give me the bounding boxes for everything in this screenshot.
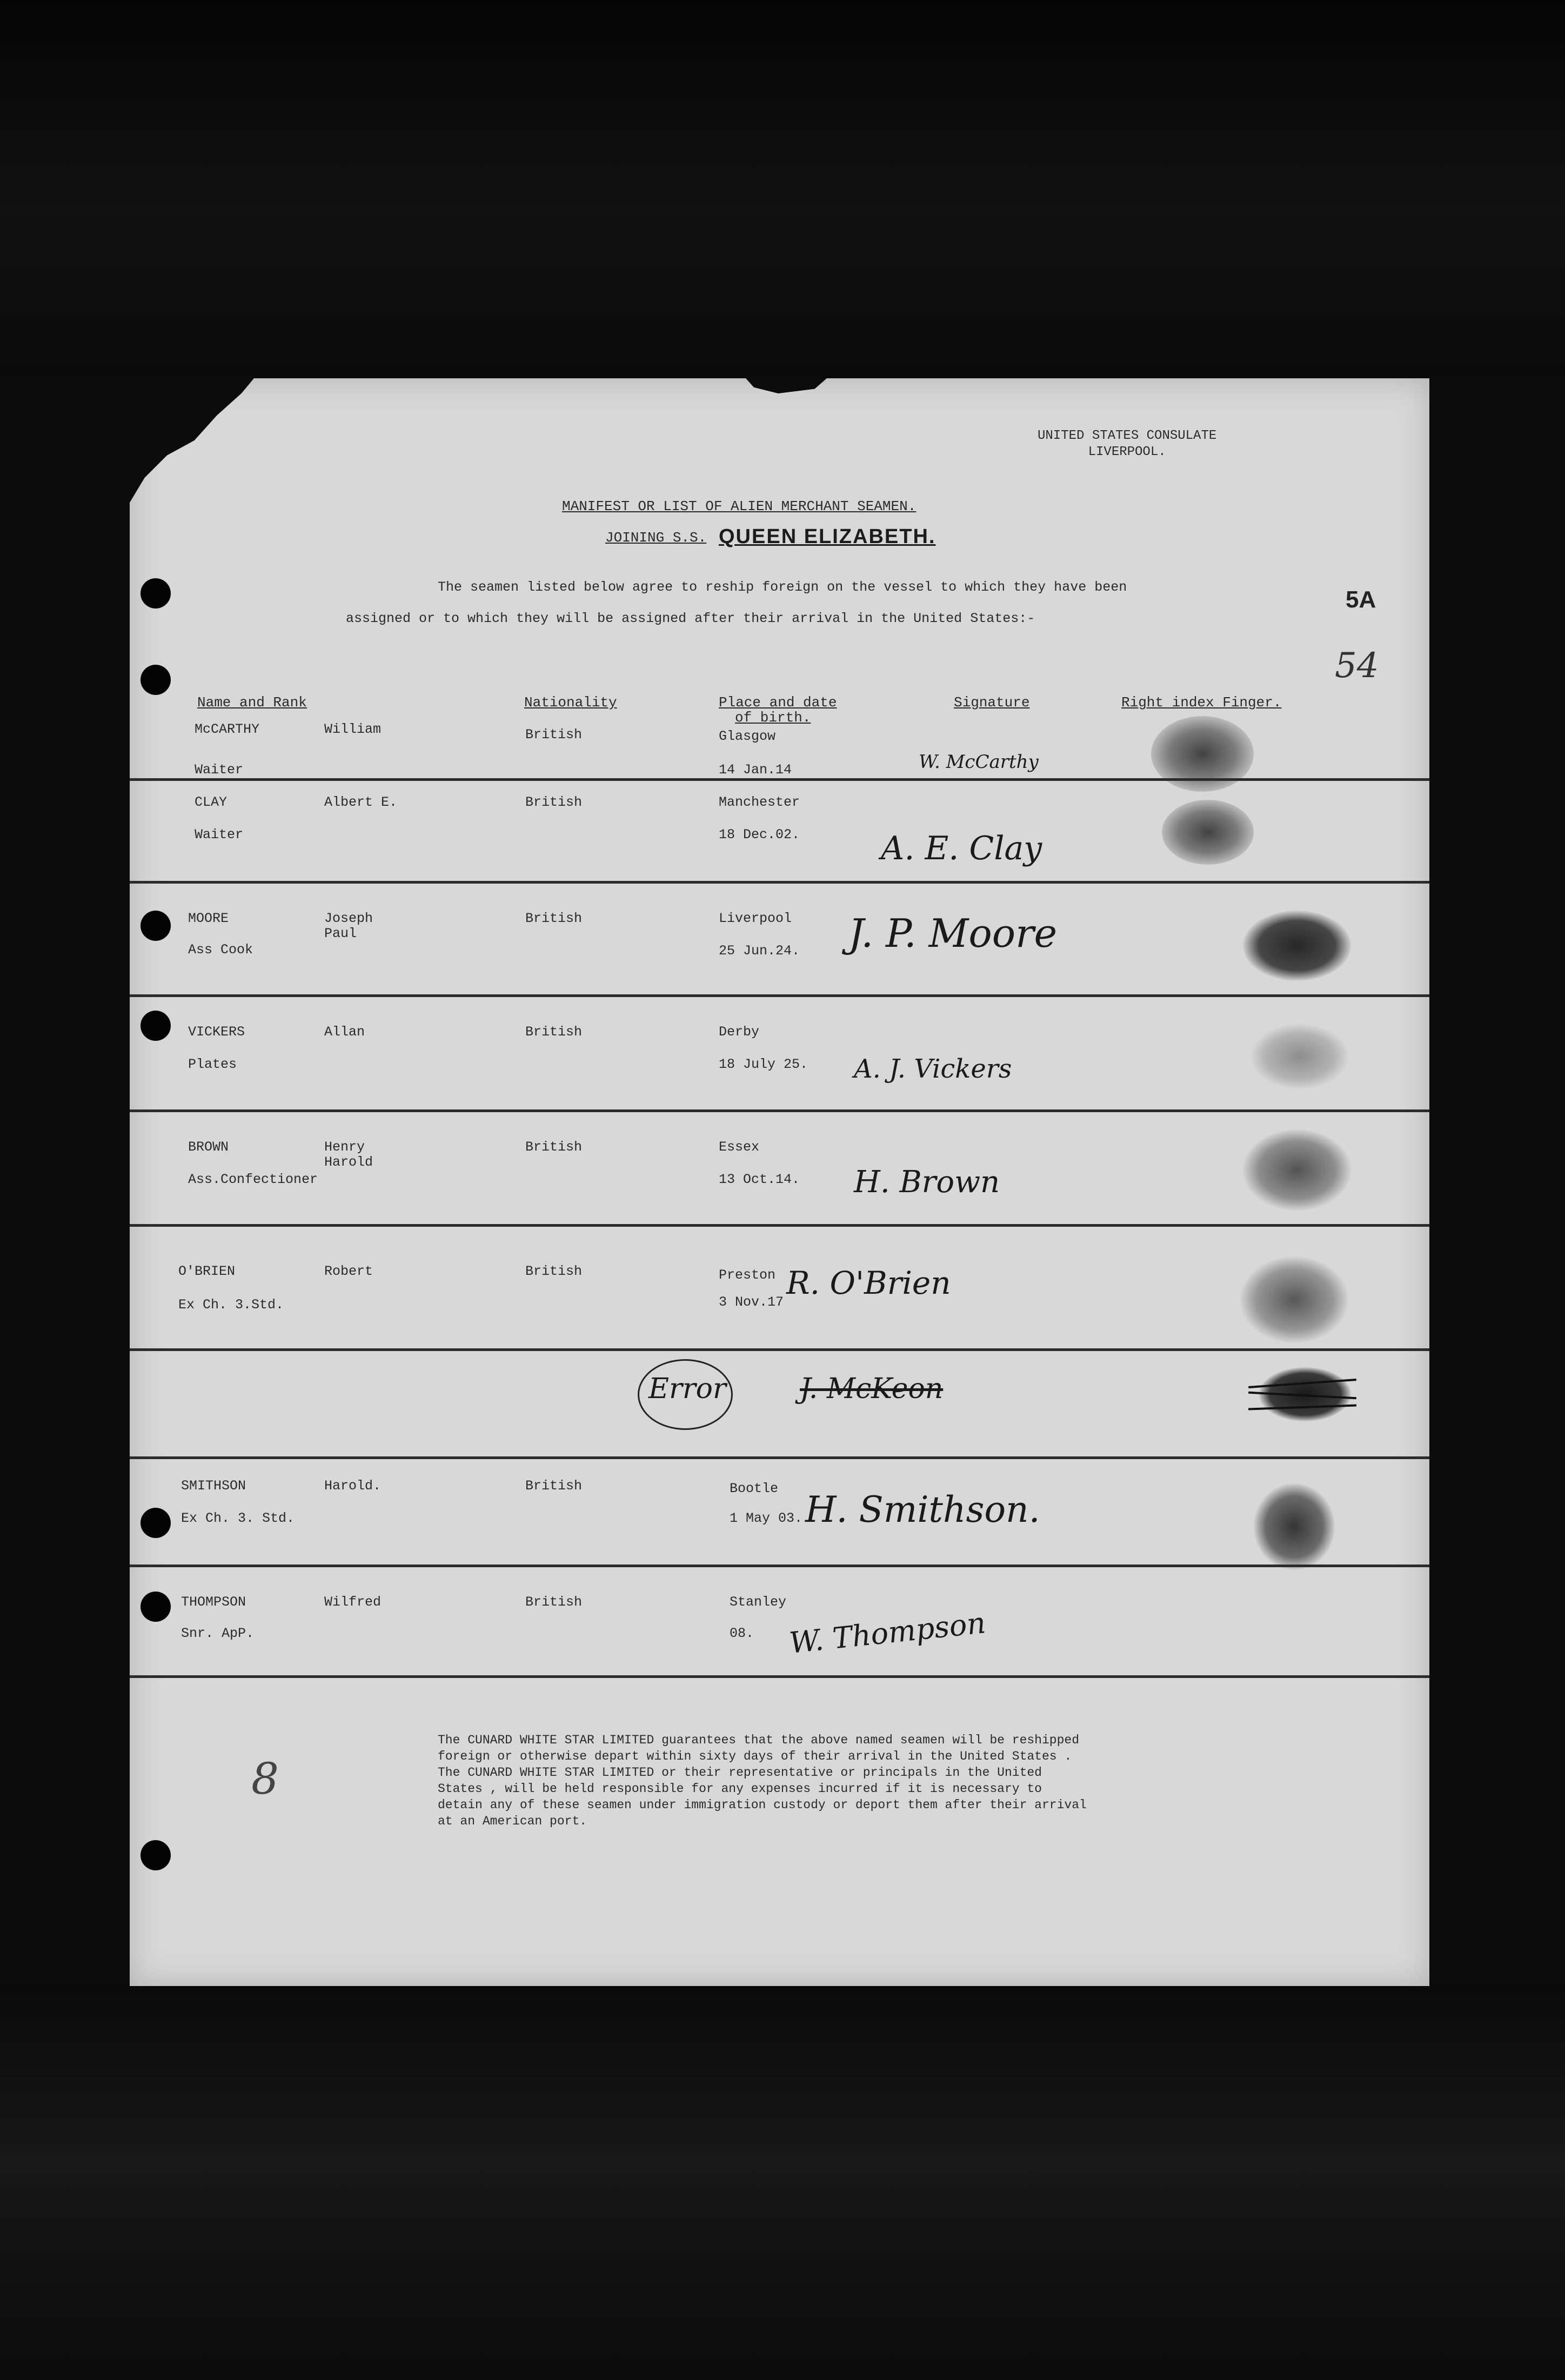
row-birthdate: 14 Jan.14 <box>719 762 792 778</box>
row-birthplace: Bootle <box>730 1481 779 1496</box>
row-rank: Ass Cook <box>188 942 253 958</box>
row-surname: O'BRIEN <box>178 1263 236 1279</box>
fingerprint-image <box>1243 1129 1351 1211</box>
row-birthplace: Derby <box>719 1024 760 1040</box>
row-birthdate: 25 Jun.24. <box>719 943 800 959</box>
intro-text-line1: The seamen listed below agree to reship foreign on the vessel to which they have been <box>438 579 1127 595</box>
row-rank: Waiter <box>195 827 244 843</box>
row-surname: CLAY <box>195 794 228 810</box>
row-nationality: British <box>525 1478 583 1494</box>
row-birthplace: Manchester <box>719 794 800 810</box>
row-rank: Ass.Confectioner <box>188 1172 318 1187</box>
guarantee-text: The CUNARD WHITE STAR LIMITED guarantees that the above named seamen will be reshipped foreign or otherwise depart within sixty days of their arrival in the United States . The CUNARD WHITE STAR LIMITED or their representative or principals in the United States , will be held responsible for any expenses incurred if it is necessary to detain any of these seamen under immigration custody or deport them after their arrival at an American port. <box>438 1733 1087 1828</box>
torn-edge <box>746 378 827 393</box>
row-birthdate: 08. <box>730 1626 754 1641</box>
row-birthplace: Stanley <box>730 1594 787 1610</box>
row-signature: A. J. Vickers <box>854 1054 1012 1084</box>
punch-hole <box>141 1592 171 1622</box>
manifest-title: MANIFEST OR LIST OF ALIEN MERCHANT SEAMEN. <box>562 498 917 514</box>
row-given-name: Henry <box>324 1139 365 1155</box>
margin-note: 8 <box>251 1754 279 1804</box>
row-signature: J. P. Moore <box>848 911 1058 956</box>
punch-hole <box>141 1011 171 1041</box>
row-rank: Plates <box>188 1057 237 1072</box>
struck-signature: J. McKeon <box>800 1373 944 1405</box>
row-divider <box>130 994 1429 997</box>
row-nationality: British <box>525 1139 583 1155</box>
consulate-stamp <box>1038 428 1216 460</box>
consulate-line: LIVERPOOL. <box>1088 445 1166 459</box>
row-nationality: British <box>525 1263 583 1279</box>
row-surname: SMITHSON <box>181 1478 246 1494</box>
row-divider <box>130 778 1429 781</box>
fingerprint-image <box>1251 1024 1348 1089</box>
row-surname: MOORE <box>188 911 229 926</box>
error-mark: Error <box>648 1373 726 1405</box>
punch-hole <box>141 578 171 609</box>
row-signature: R. O'Brien <box>786 1265 951 1301</box>
header-place-date-2: of birth. <box>735 710 811 726</box>
joining-label: JOINING S.S. <box>605 530 707 546</box>
row-rank: Ex Ch. 3.Std. <box>178 1297 284 1313</box>
film-border-bottom <box>0 1983 1565 2380</box>
torn-corner <box>130 378 254 503</box>
row-given-name-2: Harold <box>324 1154 373 1170</box>
row-surname: VICKERS <box>188 1024 245 1040</box>
fingerprint-image <box>1254 1483 1335 1570</box>
consulate-line: UNITED STATES CONSULATE <box>1038 429 1217 443</box>
row-given-name: Albert E. <box>324 794 398 810</box>
row-rank: Ex Ch. 3. Std. <box>181 1510 295 1526</box>
row-given-name: Robert <box>324 1263 373 1279</box>
film-border-top <box>0 0 1565 378</box>
row-birthplace: Preston <box>719 1267 776 1283</box>
row-given-name-2: Paul <box>324 926 357 941</box>
row-divider <box>130 1565 1429 1567</box>
row-divider <box>130 1348 1429 1351</box>
header-fingerprint: Right index Finger. <box>1121 694 1282 711</box>
fingerprint-image <box>1243 911 1351 981</box>
header-signature: Signature <box>954 694 1030 711</box>
punch-hole <box>141 1840 171 1870</box>
row-signature: W. McCarthy <box>919 751 1039 773</box>
row-birthplace: Essex <box>719 1139 760 1155</box>
row-given-name: Harold. <box>324 1478 382 1494</box>
punch-hole <box>141 665 171 695</box>
manifest-page <box>130 378 1429 1986</box>
row-birthplace: Liverpool <box>719 911 792 926</box>
page-number: 54 <box>1335 646 1379 686</box>
row-nationality: British <box>525 911 583 926</box>
row-nationality: British <box>525 1594 583 1610</box>
row-birthdate: 3 Nov.17 <box>719 1294 784 1310</box>
row-divider <box>130 1224 1429 1227</box>
header-nationality: Nationality <box>524 694 617 711</box>
row-birthdate: 18 Dec.02. <box>719 827 800 843</box>
row-surname: McCARTHY <box>195 721 260 737</box>
row-signature: H. Brown <box>854 1165 1000 1200</box>
row-given-name: Allan <box>324 1024 365 1040</box>
row-given-name: William <box>324 721 382 737</box>
row-nationality: British <box>525 727 583 743</box>
row-given-name: Joseph <box>324 911 373 926</box>
row-signature: H. Smithson. <box>805 1489 1040 1530</box>
row-birthdate: 18 July 25. <box>719 1057 808 1072</box>
row-rank: Waiter <box>195 762 244 778</box>
row-nationality: British <box>525 794 583 810</box>
ship-name: QUEEN ELIZABETH. <box>719 525 936 548</box>
row-nationality: British <box>525 1024 583 1040</box>
row-birthdate: 13 Oct.14. <box>719 1172 800 1187</box>
row-divider <box>130 881 1429 884</box>
row-surname: THOMPSON <box>181 1594 246 1610</box>
fingerprint-image <box>1162 800 1254 865</box>
fingerprint-image <box>1240 1256 1348 1343</box>
row-signature: W. Thompson <box>787 1606 987 1660</box>
intro-text-line2: assigned or to which they will be assigned after their arrival in the United States:- <box>346 611 1035 626</box>
header-place-date: Place and date <box>719 694 837 711</box>
header-name-rank: Name and Rank <box>197 694 307 711</box>
punch-hole <box>141 1508 171 1538</box>
punch-hole <box>141 911 171 941</box>
row-signature: A. E. Clay <box>881 830 1042 867</box>
row-birthdate: 1 May 03. <box>730 1510 803 1526</box>
row-given-name: Wilfred <box>324 1594 382 1610</box>
row-divider <box>130 1109 1429 1112</box>
row-divider <box>130 1675 1429 1678</box>
row-rank: Snr. ApP. <box>181 1626 255 1641</box>
page-stamp: 5A <box>1346 586 1376 613</box>
row-birthplace: Glasgow <box>719 728 776 744</box>
row-divider <box>130 1456 1429 1459</box>
row-surname: BROWN <box>188 1139 229 1155</box>
